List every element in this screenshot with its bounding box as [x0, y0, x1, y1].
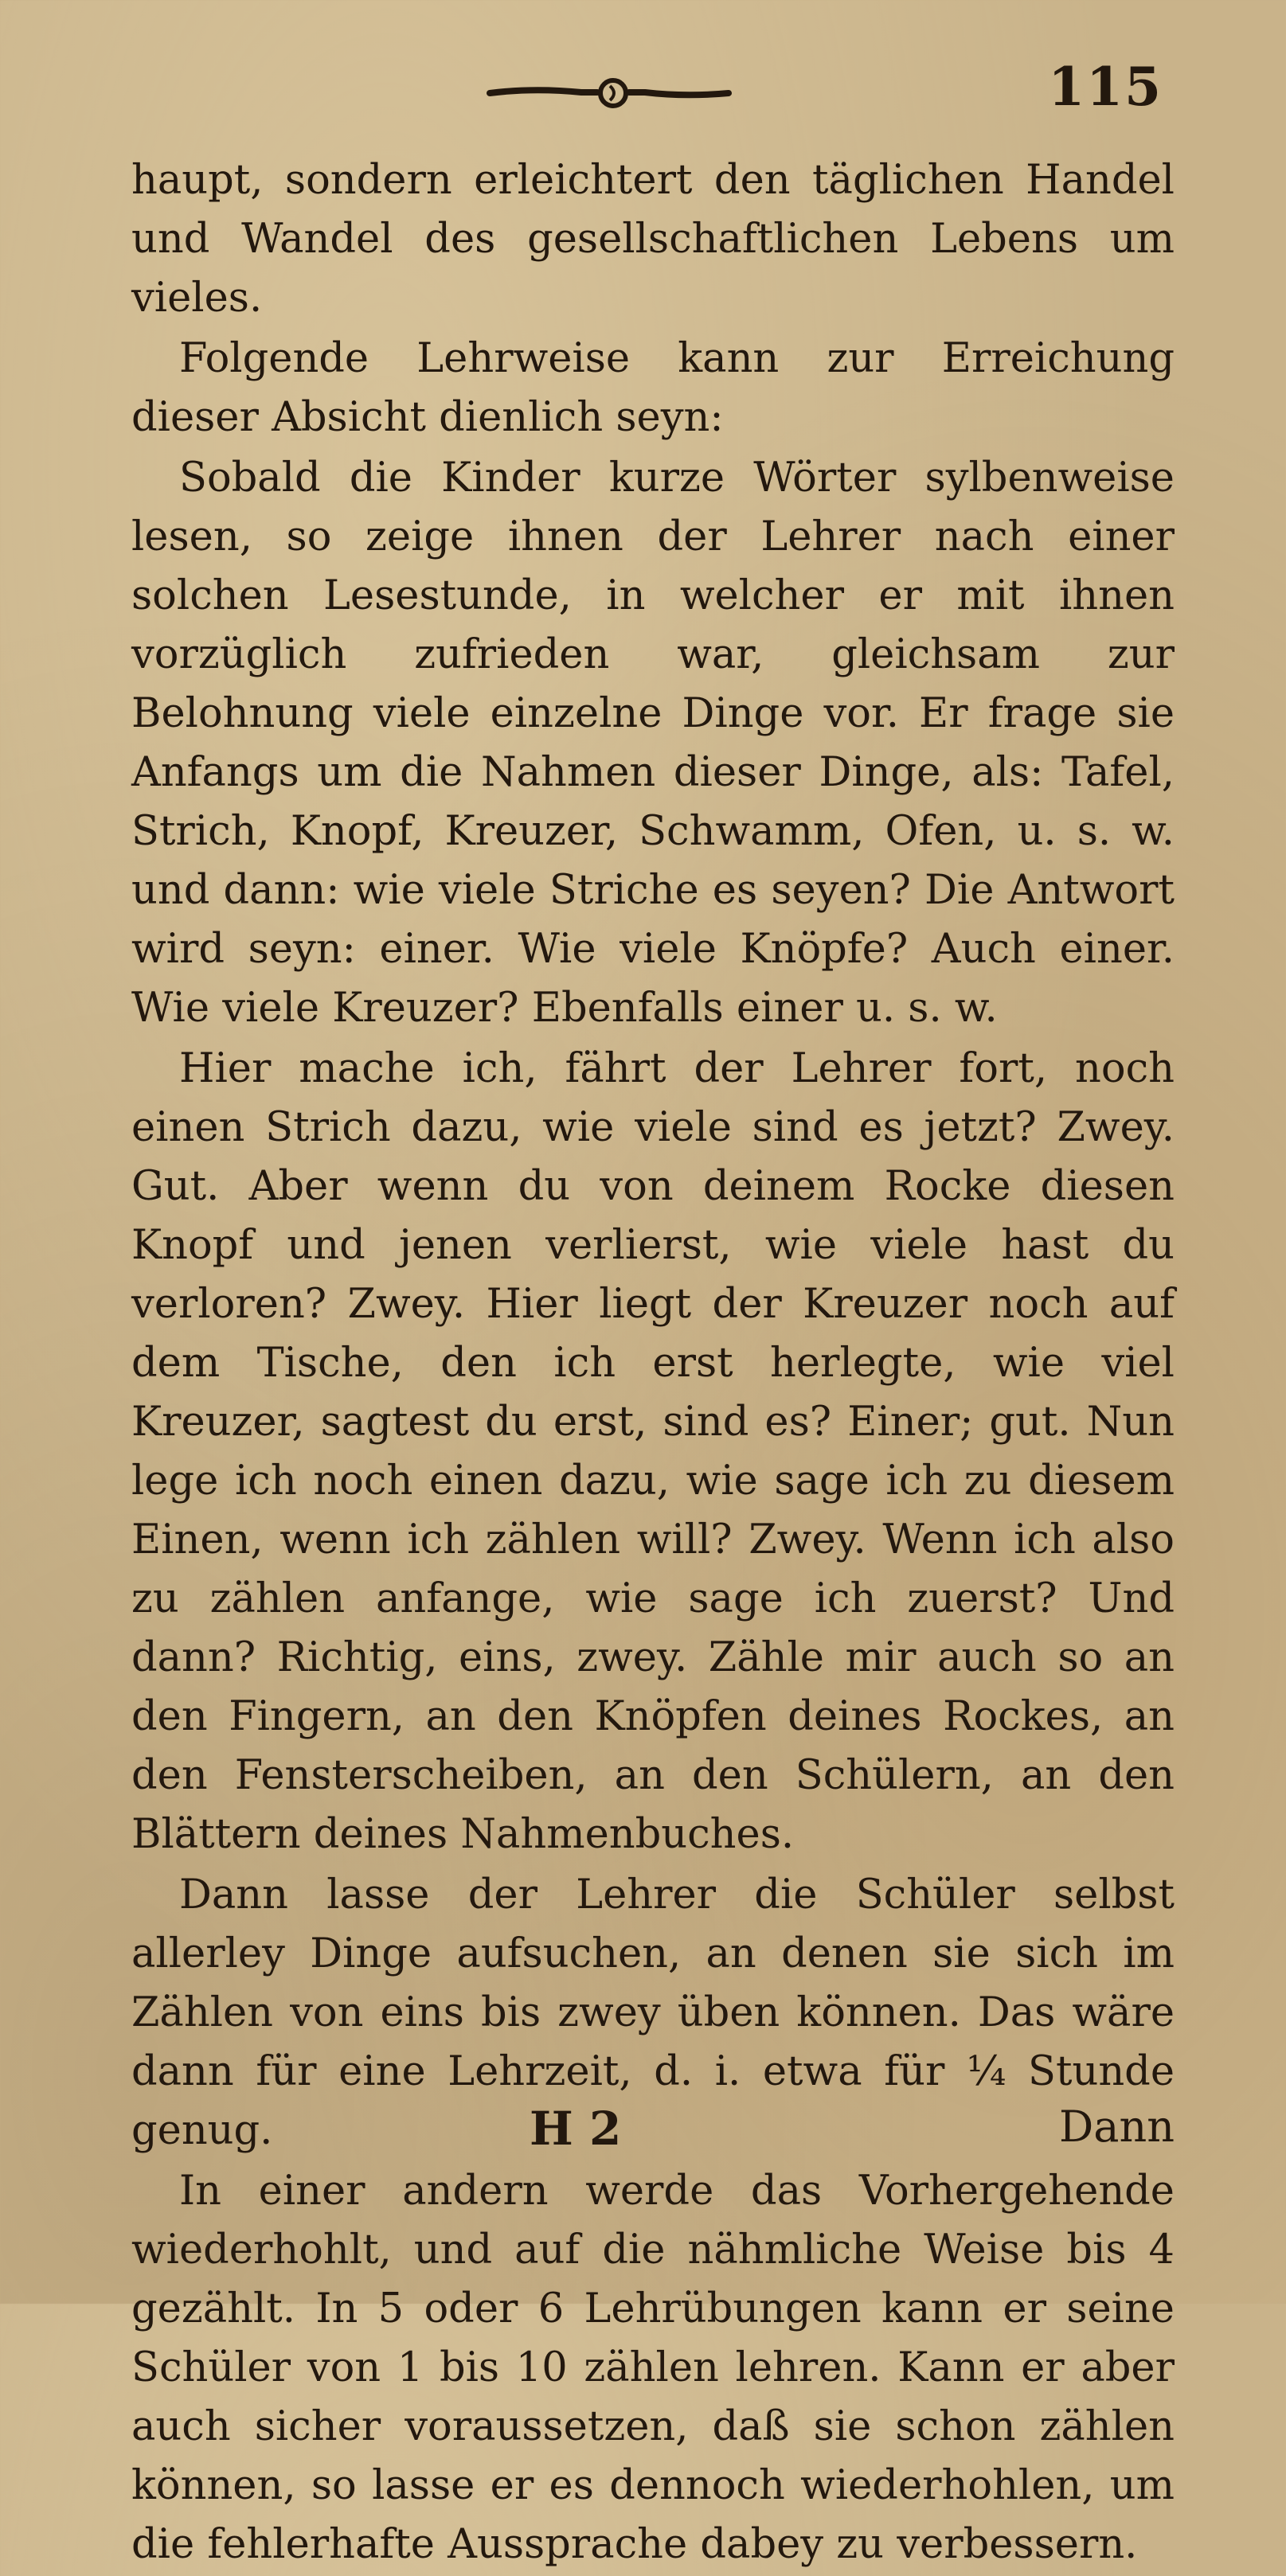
paragraph: Folgende Lehrweise kann zur Erreichung dieser Absicht dienlich seyn:: [131, 335, 1175, 441]
paragraph: In einer andern werde das Vorhergehende wiederhohlt, und auf die nähmliche Weise bis 4 gezählt. In 5 oder 6 Lehrübungen kann er seine Schüler von 1 bis 10 zählen lehren. Kann er aber auch sicher voraussetzen, daß sie schon zählen können, so lasse er es dennoch wiederhohlen, um die fehlerhafte Aussprache dabey zu verbessern.: [131, 2168, 1175, 2568]
page-footer: [131, 2102, 1175, 2173]
catchword: Dann: [1058, 2102, 1175, 2152]
paragraph: Hier mache ich, fährt der Lehrer fort, noch einen Strich dazu, wie viele sind es jetzt? Zwey. Gut. Aber wenn du von deinem Rocke diesen Knopf und jenen verlierst, wie viele hast du verloren? Zwey. Hier liegt der Kreuzer noch auf dem Tische, den ich erst herlegte, wie viel Kreuzer, sagtest du erst, sind es? Einer; gut. Nun lege ich noch einen dazu, wie sage ich zu diesem Einen, wenn ich zählen will? Zwey. Wenn ich also zu zählen anfange, wie sage ich zuerst? Und dann? Richtig, eins, zwey. Zähle mir auch so an den Fingern, an den Knöpfen deines Rockes, an den Fensterscheiben, an den Schülern, an den Blättern deines Nahmenbuches.: [131, 1045, 1175, 1858]
page-header: [127, 56, 1163, 127]
body-text: [131, 151, 1175, 2576]
paragraph: Sobald die Kinder kurze Wörter sylbenweise lesen, so zeige ihnen der Lehrer nach einer solchen Lesestunde, in welcher er mit ihnen vorzüglich zufrieden war, gleichsam zur Belohnung viele einzelne Dinge vor. Er frage sie Anfangs um die Nahmen dieser Dinge, als: Tafel, Strich, Knopf, Kreuzer, Schwamm, Ofen, u. s. w. und dann: wie viele Striche es seyen? Die Antwort wird seyn: einer. Wie viele Knöpfe? Auch einer. Wie viele Kreuzer? Ebenfalls einer u. s. w.: [131, 455, 1175, 1032]
ornament-divider-icon: [486, 73, 733, 113]
signature-mark: H 2: [530, 2102, 622, 2156]
page-number: 115: [1048, 56, 1163, 118]
paragraph: haupt, sondern erleichtert den täglichen Handel und Wandel des gesellschaftlichen Lebens um vieles.: [131, 157, 1175, 322]
paragraph: Dann lasse der Lehrer die Schüler selbst allerley Dinge aufsuchen, an denen sie sich im Zählen von eins bis zwey üben können. Das wäre dann für eine Lehrzeit, d. i. etwa für ¼ Stunde genug.: [131, 1872, 1175, 2154]
